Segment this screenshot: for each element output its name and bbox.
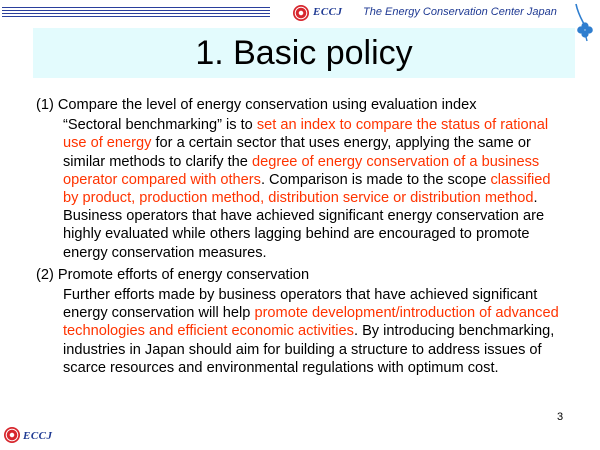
- highlighted-text: classified by product, production method, distribution service or distribution method: [63, 171, 551, 207]
- eccj-logo-icon: [293, 5, 309, 21]
- point-1-paragraph: [63, 116, 559, 262]
- highlighted-text: set an index to compare the status of rational use of energy: [63, 117, 549, 152]
- text-segment: for a certain sector that uses energy, applying the same or similar methods to clarify the: [63, 135, 531, 170]
- highlighted-text: promote development/introduction of advanced technologies and efficient economic activities: [63, 305, 559, 340]
- point-2-heading: (2) Promote efforts of energy conservation: [36, 266, 310, 283]
- header-rule-lines: [2, 7, 270, 19]
- slide-title: 1. Basic policy: [195, 34, 413, 72]
- clover-emblem-icon: [572, 2, 598, 44]
- point-2-paragraph: [63, 286, 559, 377]
- footer-logo-text: ECCJ: [23, 430, 53, 442]
- header-logo-text: ECCJ: [313, 6, 343, 18]
- text-segment: “Sectoral benchmarking” is to: [63, 117, 257, 134]
- text-segment: . Business operators that have achieved significant energy conservation are highly evaluated while others lagging behind are encouraged to promote energy conservation measures.: [63, 190, 545, 261]
- page-number: 3: [557, 411, 564, 423]
- footer-logo-icon: [4, 427, 20, 443]
- organization-name: The Energy Conservation Center Japan: [363, 6, 557, 18]
- title-banner: [33, 28, 575, 78]
- text-segment: . By introducing benchmarking, industries in Japan should aim for building a structure to address issues of scarce resources and environmental regulations with optimum cost.: [63, 323, 555, 376]
- highlighted-text: degree of energy conservation of a business operator compared with others: [63, 153, 540, 188]
- point-1-heading: (1) Compare the level of energy conservation using evaluation index: [36, 97, 477, 113]
- text-segment: . Comparison is made to the scope: [260, 171, 491, 188]
- slide-body: [36, 96, 584, 381]
- text-segment: Further efforts made by business operators that have achieved significant energy conservation will help: [63, 287, 538, 322]
